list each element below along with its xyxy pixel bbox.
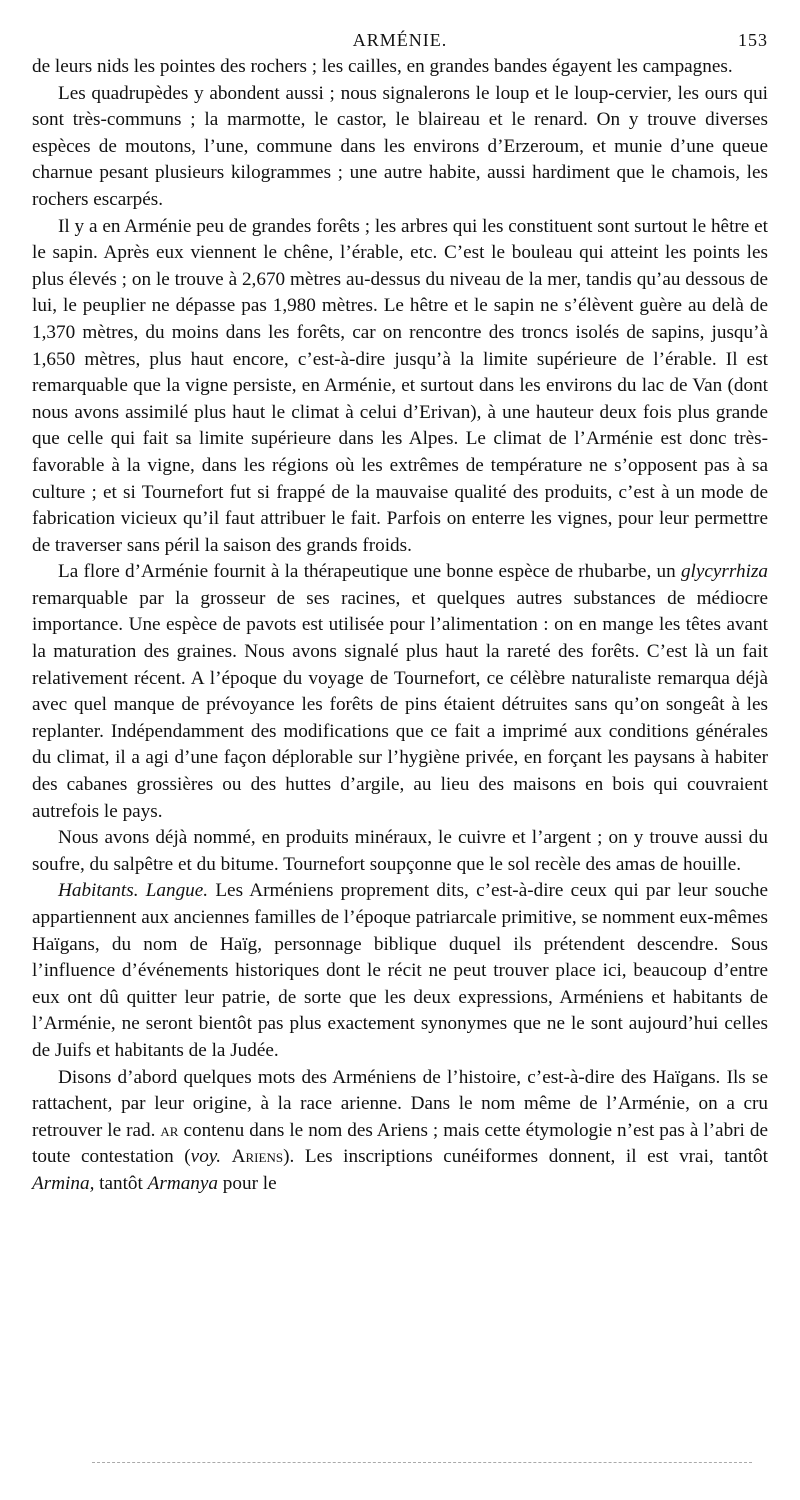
paragraph-quadrupeds: Les quadrupèdes y abondent aussi ; nous signalerons le loup et le loup-cervier, les ours qui sont très-communs ; la marmotte, le castor, le blaireau et le renard. On y trouve diverses espèces de moutons, l’une, commune dans les environs d’Erzeroum, et munie d’une queue charnue pesant plusieurs kilogrammes ; une autre habite, aussi hardiment que le chamois, les rochers escarpés. (32, 82, 768, 210)
paragraph-haigans: Disons d’abord quelques mots des Arméniens de l’histoire, c’est-à-dire des Haïgans. Ils se rattachent, par leur origine, à la race arienne. Dans le nom même de l’Arménie, on a cru retrouver le rad. ar contenu dans le nom des Ariens ; mais cette étymologie n’est pas à l’abri de toute contestation (voy. Ariens). Les inscriptions cunéiformes donnent, il est vrai, tantôt Armina, tantôt Armanya pour le (32, 1066, 768, 1194)
small-caps-term: ar (160, 1119, 179, 1141)
italic-term: glycyrrhiza (680, 561, 768, 583)
paragraph-flora: La flore d’Arménie fournit à la thérapeutique une bonne espèce de rhubarbe, un glycyrrhiza remarquable par la grosseur de ses racines, et quelques autres substances de médiocre importance. Une espèce de pavots est utilisée pour l’alimentation : on en mange les têtes avant la maturation des graines. Nous avons signalé plus haut la rareté des forêts. C’est là un fait relativement récent. A l’époque du voyage de Tournefort, ce célèbre naturaliste remarqua déjà avec quel manque de prévoyance les forêts de pins étaient détruites sans qu’on songeât à les replanter. Indépendamment des modifications que ce fait a imprimé aux conditions générales du climat, il a agi d’une façon déplorable sur l’hygiène privée, en forçant les paysans à habiter des cabanes grossières ou des huttes d’argile, au lieu des maisons en bois qui couvraient autrefois le pays. (32, 561, 768, 822)
page-header (32, 30, 768, 54)
paragraph-continuation: de leurs nids les pointes des rochers ; les cailles, en grandes bandes égayent les campagnes. (32, 56, 733, 77)
paragraph-inhabitants: Habitants. Langue. Les Arméniens proprement dits, c’est-à-dire ceux qui par leur souche appartiennent aux anciennes familles de l’époque patriarcale primitive, se nomment eux-mêmes Haïgans, du nom de Haïg, personnage biblique duquel ils prétendent descendre. Sous l’influence d’événements historiques dont le récit ne peut trouver place ici, beaucoup d’entre eux ont dû quitter leur patrie, de sorte que les deux expressions, Arméniens et habitants de l’Arménie, ne seront bientôt pas plus exactement synonymes que ne le sont aujourd’hui celles de Juifs et habitants de la Judée. (32, 880, 768, 1061)
running-title: ARMÉNIE. (352, 30, 448, 50)
book-page (32, 30, 768, 1198)
footer-rule (92, 1462, 752, 1463)
paragraph-minerals: Nous avons déjà nommé, en produits minéraux, le cuivre et l’argent ; on y trouve aussi du soufre, du salpêtre et du bitume. Tournefort soupçonne que le sol recèle des amas de houille. (32, 827, 768, 875)
italic-term: Armanya (147, 1172, 218, 1194)
body-text (32, 54, 768, 1198)
page-number: 153 (738, 30, 768, 50)
cross-reference: Ariens (231, 1146, 284, 1168)
section-heading: Habitants. Langue. (58, 880, 209, 902)
paragraph-forests: Il y a en Arménie peu de grandes forêts ; les arbres qui les constituent sont surtout le hêtre et le sapin. Après eux viennent le chêne, l’érable, etc. C’est le bouleau qui atteint les points les plus élevés ; on le trouve à 2,670 mètres au-dessus du niveau de la mer, tandis qu’au dessous de lui, le peuplier ne dépasse pas 1,980 mètres. Le hêtre et le sapin ne s’élèvent guère au delà de 1,370 mètres, du moins dans les forêts, car on rencontre des troncs isolés de sapins, jusqu’à 1,650 mètres, plus haut encore, c’est-à-dire jusqu’à la limite supérieure de l’érable. Il est remarquable que la vigne persiste, en Arménie, et surtout dans les environs du lac de Van (dont nous avons assimilé plus haut le climat à celui d’Erivan), à une hauteur deux fois plus grande que celle qui fait sa limite supérieure dans les Alpes. Le climat de l’Arménie est donc très-favorable à la vigne, dans les régions où les extrêmes de température ne s’opposent pas à sa culture ; et si Tournefort fut si frappé de la mauvaise qualité des produits, c’est à un mode de fabrication vicieux qu’il faut attribuer le fait. Parfois on enterre les vignes, pour leur permettre de traverser sans péril la saison des grands froids. (32, 215, 768, 556)
italic-term: Armina, (32, 1172, 95, 1194)
italic-term: voy. (190, 1146, 222, 1168)
